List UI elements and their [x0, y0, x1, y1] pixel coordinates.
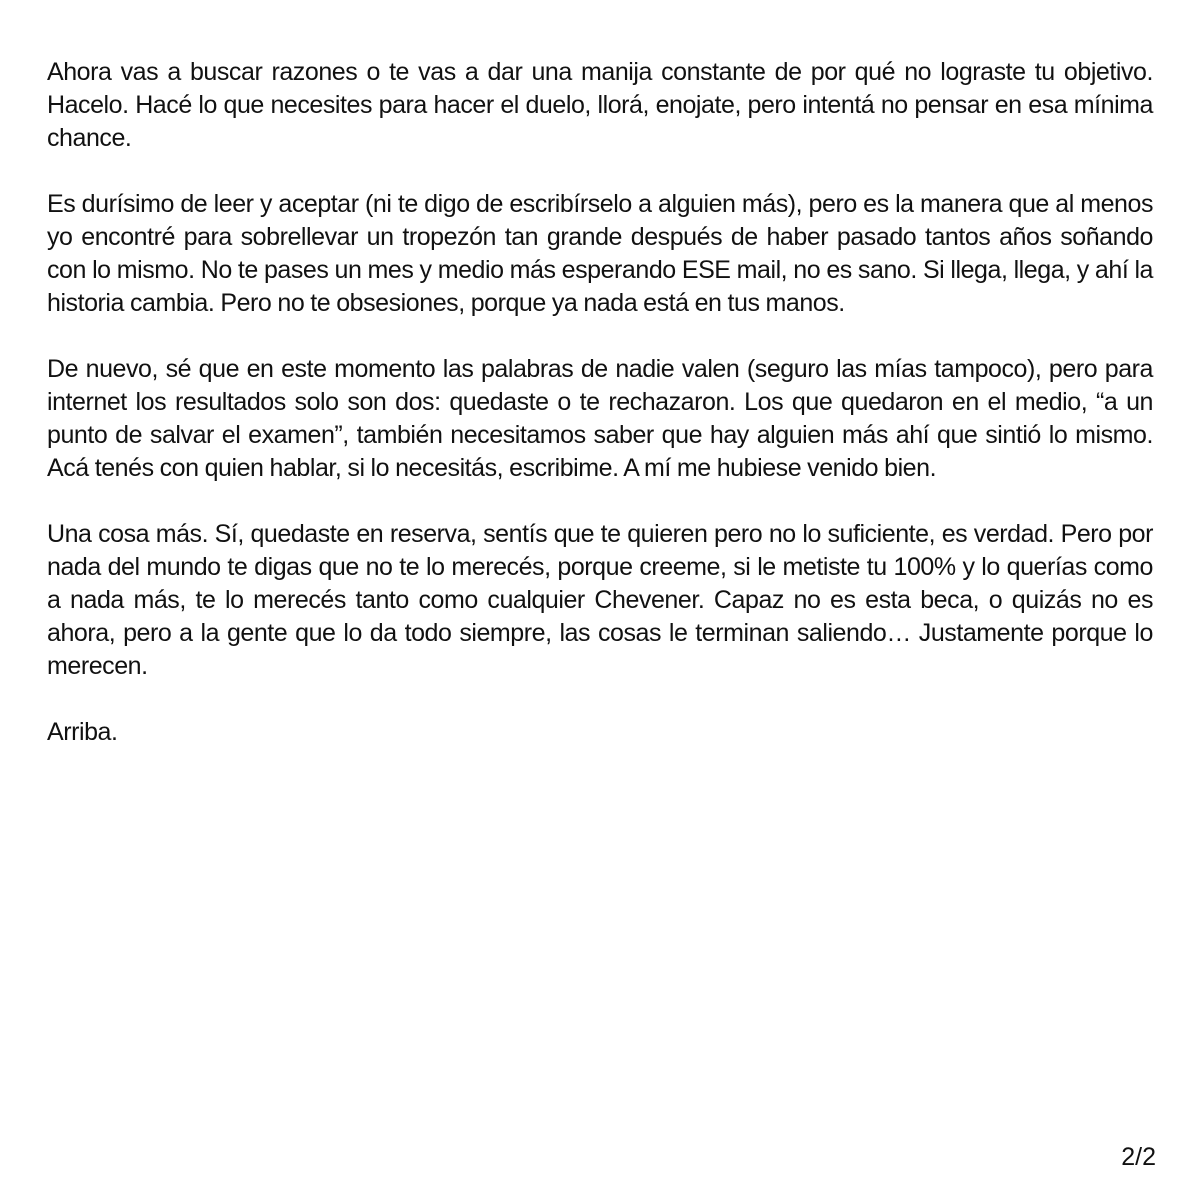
paragraph-closing: Arriba.	[47, 718, 118, 746]
paragraph-2: Es durísimo de leer y aceptar (ni te digo de escribírselo a alguien más), pero es la manera que al menos yo encontré para sobrellevar un tropezón tan grande después de haber pasado tantos años soñando con lo mismo. No te pases un mes y medio más esperando ESE mail, no es sano. Si llega, llega, y ahí la historia cambia. Pero no te obsesiones, porque ya nada está en tus manos.	[47, 190, 1153, 317]
document-body	[47, 56, 1153, 782]
page-number: 2/2	[1121, 1143, 1156, 1171]
paragraph-4: Una cosa más. Sí, quedaste en reserva, sentís que te quieren pero no lo suficiente, es verdad. Pero por nada del mundo te digas que no te lo merecés, porque creeme, si le metiste tu 100% y lo querías como a nada más, te lo merecés tanto como cualquier Chevener. Capaz no es esta beca, o quizás no es ahora, pero a la gente que lo da todo siempre, las cosas le terminan saliendo… Justamente porque lo merecen.	[47, 520, 1153, 680]
paragraph-3: De nuevo, sé que en este momento las palabras de nadie valen (seguro las mías tampoco), pero para internet los resultados solo son dos: quedaste o te rechazaron. Los que quedaron en el medio, “a un punto de salvar el examen”, también necesitamos saber que hay alguien más ahí que sintió lo mismo. Acá tenés con quien hablar, si lo necesitás, escribime. A mí me hubiese venido bien.	[47, 355, 1153, 482]
paragraph-1: Ahora vas a buscar razones o te vas a dar una manija constante de por qué no lograste tu objetivo. Hacelo. Hacé lo que necesites para hacer el duelo, llorá, enojate, pero intentá no pensar en esa mínima chance.	[47, 58, 1153, 152]
